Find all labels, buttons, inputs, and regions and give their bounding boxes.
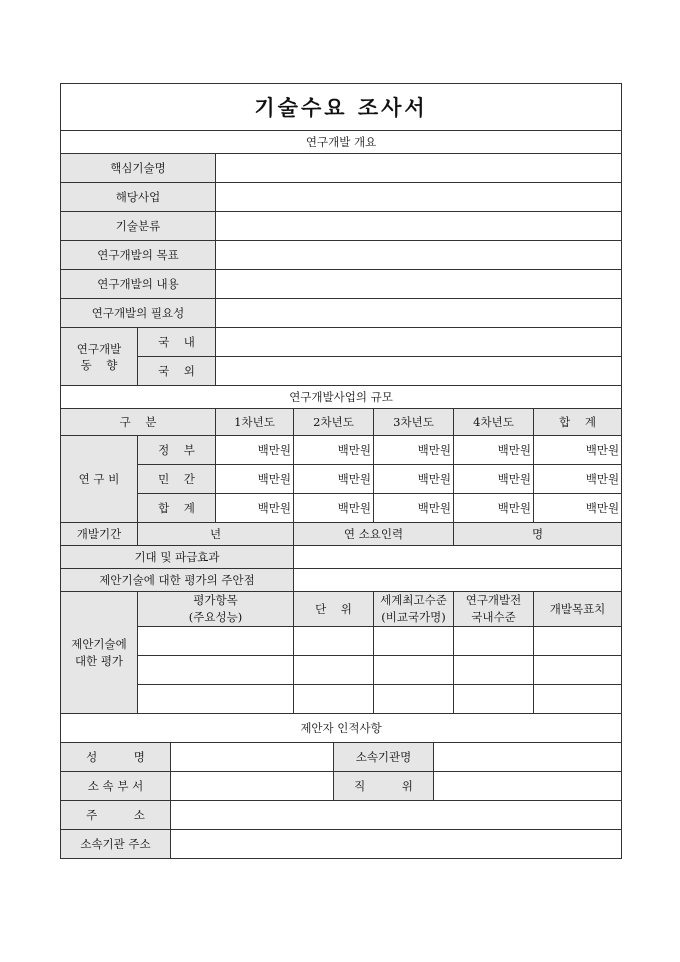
label-foreign: 국 외 <box>138 357 216 386</box>
col-year-1: 1차년도 <box>216 409 294 436</box>
label-period: 개발기간 <box>61 523 138 546</box>
org-address-field[interactable] <box>171 830 622 859</box>
cost-cell[interactable]: 백만원 <box>534 494 622 523</box>
col-eval-item <box>138 592 294 627</box>
label-core-tech: 핵심기술명 <box>61 154 216 183</box>
label-department: 소 속 부 서 <box>61 772 171 801</box>
eval-item-line-2: (주요성능) <box>188 610 243 624</box>
eval-target-cell[interactable] <box>534 627 622 656</box>
eval-item-cell[interactable] <box>138 685 294 714</box>
label-private: 민 간 <box>138 465 216 494</box>
eval-target-cell[interactable] <box>534 656 622 685</box>
col-total: 합 계 <box>534 409 622 436</box>
eval-item-line-1: 평가항목 <box>193 593 238 607</box>
col-year-3: 3차년도 <box>374 409 454 436</box>
eval-domestic-cell[interactable] <box>454 685 534 714</box>
label-domestic: 국 내 <box>138 328 216 357</box>
position-field[interactable] <box>434 772 622 801</box>
label-eval-points: 제안기술에 대한 평가의 주안점 <box>61 569 294 592</box>
label-name: 성 명 <box>61 743 171 772</box>
label-org-address: 소속기관 주소 <box>61 830 171 859</box>
eval-world-cell[interactable] <box>374 685 454 714</box>
label-rd-content: 연구개발의 내용 <box>61 270 216 299</box>
evaluation-line-2: 대한 평가 <box>74 653 124 668</box>
cost-cell[interactable]: 백만원 <box>454 436 534 465</box>
col-target: 개발목표치 <box>534 592 622 627</box>
cost-cell[interactable]: 백만원 <box>374 494 454 523</box>
cost-cell[interactable]: 백만원 <box>454 465 534 494</box>
label-evaluation <box>61 592 138 714</box>
domestic-trend-field[interactable] <box>216 328 622 357</box>
col-unit: 단 위 <box>294 592 374 627</box>
overview-header: 연구개발 개요 <box>61 131 622 154</box>
label-government: 정 부 <box>138 436 216 465</box>
eval-domestic-cell[interactable] <box>454 656 534 685</box>
eval-points-field[interactable] <box>294 569 622 592</box>
label-program: 해당사업 <box>61 183 216 212</box>
cost-cell[interactable]: 백만원 <box>374 465 454 494</box>
form-title: 기술수요 조사서 <box>61 84 622 131</box>
label-category: 구 분 <box>61 409 216 436</box>
label-position: 직 위 <box>334 772 434 801</box>
rd-need-field[interactable] <box>216 299 622 328</box>
scale-header: 연구개발사업의 규모 <box>61 386 622 409</box>
tech-class-field[interactable] <box>216 212 622 241</box>
proposer-table <box>60 743 622 859</box>
address-field[interactable] <box>171 801 622 830</box>
rd-trend-line-2: 동 향 <box>80 357 118 372</box>
world-line-1: 세계최고수준 <box>380 593 447 607</box>
period-unit: 년 <box>138 523 294 546</box>
cost-cell[interactable]: 백만원 <box>294 494 374 523</box>
rd-content-field[interactable] <box>216 270 622 299</box>
department-field[interactable] <box>171 772 334 801</box>
eval-unit-cell[interactable] <box>294 685 374 714</box>
cost-cell[interactable]: 백만원 <box>294 436 374 465</box>
evaluation-line-1: 제안기술에 <box>71 636 127 651</box>
rd-trend-line-1: 연구개발 <box>76 341 122 356</box>
domestic-line-2: 국내수준 <box>471 610 516 624</box>
col-year-2: 2차년도 <box>294 409 374 436</box>
cost-cell[interactable]: 백만원 <box>216 436 294 465</box>
cost-cell[interactable]: 백만원 <box>534 465 622 494</box>
core-tech-field[interactable] <box>216 154 622 183</box>
label-rd-goal: 연구개발의 목표 <box>61 241 216 270</box>
label-address: 주 소 <box>61 801 171 830</box>
label-manpower: 연 소요인력 <box>294 523 454 546</box>
proposer-header: 제안자 인적사항 <box>61 714 622 743</box>
label-rd-trend <box>61 328 138 386</box>
eval-world-cell[interactable] <box>374 627 454 656</box>
label-rd-need: 연구개발의 필요성 <box>61 299 216 328</box>
col-year-4: 4차년도 <box>454 409 534 436</box>
eval-item-cell[interactable] <box>138 656 294 685</box>
effects-field[interactable] <box>294 546 622 569</box>
col-domestic-level <box>454 592 534 627</box>
cost-cell[interactable]: 백만원 <box>216 465 294 494</box>
label-research-cost: 연 구 비 <box>61 436 138 523</box>
world-line-2: (비교국가명) <box>381 610 446 624</box>
col-world-level <box>374 592 454 627</box>
eval-target-cell[interactable] <box>534 685 622 714</box>
cost-cell[interactable]: 백만원 <box>216 494 294 523</box>
eval-unit-cell[interactable] <box>294 656 374 685</box>
domestic-line-1: 연구개발전 <box>465 593 522 607</box>
label-tech-class: 기술분류 <box>61 212 216 241</box>
cost-cell[interactable]: 백만원 <box>534 436 622 465</box>
label-affiliation: 소속기관명 <box>334 743 434 772</box>
form-table <box>60 83 622 743</box>
affiliation-field[interactable] <box>434 743 622 772</box>
eval-domestic-cell[interactable] <box>454 627 534 656</box>
eval-item-cell[interactable] <box>138 627 294 656</box>
cost-cell[interactable]: 백만원 <box>454 494 534 523</box>
manpower-unit: 명 <box>454 523 622 546</box>
name-field[interactable] <box>171 743 334 772</box>
cost-cell[interactable]: 백만원 <box>294 465 374 494</box>
cost-cell[interactable]: 백만원 <box>374 436 454 465</box>
label-effects: 기대 및 파급효과 <box>61 546 294 569</box>
foreign-trend-field[interactable] <box>216 357 622 386</box>
eval-world-cell[interactable] <box>374 656 454 685</box>
survey-form <box>60 83 621 859</box>
program-field[interactable] <box>216 183 622 212</box>
label-sum: 합 계 <box>138 494 216 523</box>
eval-unit-cell[interactable] <box>294 627 374 656</box>
rd-goal-field[interactable] <box>216 241 622 270</box>
